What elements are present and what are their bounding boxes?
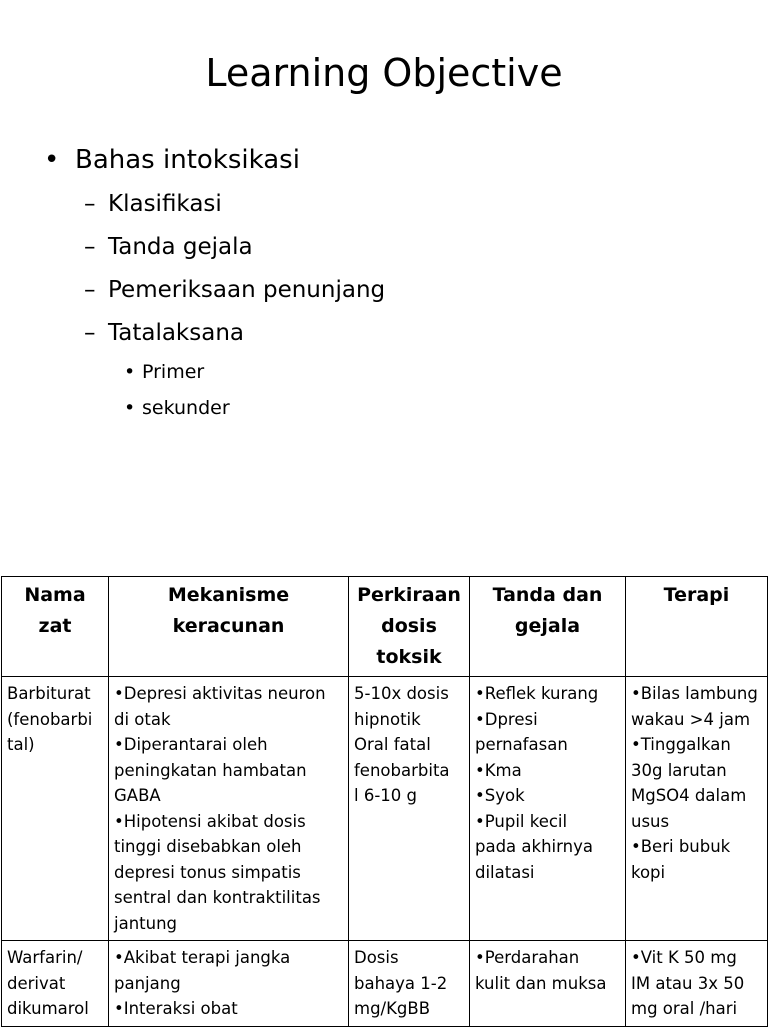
cell-text-line: l 6-10 g [354, 786, 417, 805]
cell-mekanisme [109, 677, 349, 941]
cell-text-line: Dosis [354, 948, 399, 967]
cell-text-line: Oral fatal [354, 735, 431, 754]
cell-text-line: mg oral /hari [631, 999, 738, 1018]
cell-text-line: hipnotik [354, 709, 421, 729]
cell-text-line: sentral dan kontraktilitas [114, 888, 321, 907]
cell-terapi [626, 941, 768, 1027]
cell-text-line: MgSO4 dalam [631, 786, 747, 805]
cell-text-line: panjang [114, 973, 181, 993]
cell-text-line: •Syok [475, 786, 525, 805]
cell-text-line: •Akibat terapi jangka [114, 948, 291, 967]
cell-text-line: fenobarbita [354, 760, 450, 780]
cell-text-line: Warfarin/ [7, 948, 83, 967]
poison-table [1, 576, 768, 1027]
cell-text-line: •Tinggalkan [631, 735, 731, 754]
col-header-mekanisme: Mekanisme keracunan [109, 577, 349, 677]
outline-sub-item [84, 231, 253, 263]
cell-text-line: 5-10x dosis [354, 684, 449, 703]
col-header-dosis: Perkiraan dosis toksik [349, 577, 470, 677]
cell-text-line: jantung [114, 913, 178, 933]
outline-item-main [44, 142, 300, 178]
cell-text-line: derivat [7, 973, 66, 993]
cell-text-line: •Hipotensi akibat dosis [114, 811, 306, 831]
table-row [2, 677, 768, 941]
col-header-nama-zat: Nama zat [2, 577, 109, 677]
cell-text-line: di otak [114, 709, 171, 729]
cell-text-line: kopi [631, 862, 666, 882]
cell-text-line: tal) [7, 735, 35, 754]
cell-mekanisme [109, 941, 349, 1027]
table-header-row [2, 577, 768, 677]
cell-text-line: •Vit K 50 mg [631, 948, 737, 967]
outline-sub-item [84, 188, 222, 220]
cell-text-line: •Depresi aktivitas neuron [114, 684, 326, 703]
outline-subsub-label: Primer [142, 361, 205, 383]
col-header-terapi: Terapi [626, 577, 768, 677]
cell-text-line: 30g larutan [631, 760, 727, 780]
cell-nama-zat [2, 677, 109, 941]
cell-text-line: usus [631, 811, 670, 831]
outline-sub-label: Tatalaksana [108, 320, 245, 346]
bullet-icon: • [124, 397, 136, 419]
cell-text-line: •Interaksi obat [114, 999, 238, 1018]
cell-gejala [470, 677, 626, 941]
cell-text-line: dilatasi [475, 862, 535, 882]
dash-icon: – [84, 320, 96, 346]
slide-title: Learning Objective [205, 51, 563, 95]
cell-text-line: GABA [114, 786, 161, 805]
outline-sub-item [84, 317, 244, 349]
cell-text-line: dikumarol [7, 999, 89, 1018]
cell-text-line: •Reflek kurang [475, 684, 599, 703]
cell-dosis [349, 677, 470, 941]
bullet-icon: • [44, 145, 60, 175]
cell-text-line: mg/KgBB [354, 999, 431, 1018]
bullet-icon: • [124, 361, 136, 383]
cell-text-line: (fenobarbi [7, 709, 93, 729]
cell-text-line: •Diperantarai oleh [114, 735, 268, 754]
outline-sub-item [84, 274, 385, 306]
cell-text-line: •Beri bubuk [631, 837, 731, 856]
cell-text-line: Barbiturat [7, 684, 91, 703]
cell-text-line: •Dpresi [475, 709, 538, 729]
cell-text-line: •Kma [475, 760, 522, 780]
cell-text-line: •Pupil kecil [475, 811, 568, 831]
cell-text-line: tinggi disebabkan oleh [114, 837, 302, 856]
cell-text-line: •Perdarahan [475, 948, 580, 967]
cell-text-line: •Bilas lambung [631, 684, 758, 703]
cell-gejala [470, 941, 626, 1027]
cell-text-line: wakau >4 jam [631, 709, 751, 729]
cell-nama-zat [2, 941, 109, 1027]
col-header-gejala: Tanda dan gejala [470, 577, 626, 677]
outline-subsub-item [124, 395, 230, 421]
cell-text-line: pernafasan [475, 735, 568, 754]
dash-icon: – [84, 277, 96, 303]
dash-icon: – [84, 191, 96, 217]
cell-dosis [349, 941, 470, 1027]
outline-sub-label: Klasifikasi [108, 191, 222, 217]
outline-subsub-label: sekunder [142, 397, 230, 419]
cell-text-line: pada akhirnya [475, 837, 593, 856]
cell-text-line: peningkatan hambatan [114, 760, 307, 780]
cell-text-line: depresi tonus simpatis [114, 862, 301, 882]
outline-sub-label: Pemeriksaan penunjang [108, 277, 386, 303]
dash-icon: – [84, 234, 96, 260]
cell-text-line: bahaya 1-2 [354, 973, 448, 993]
cell-terapi [626, 677, 768, 941]
cell-text-line: IM atau 3x 50 [631, 973, 745, 993]
outline-subsub-item [124, 359, 204, 385]
table-row [2, 941, 768, 1027]
cell-text-line: kulit dan muksa [475, 973, 607, 993]
outline-main-label: Bahas intoksikasi [75, 145, 300, 175]
outline-sub-label: Tanda gejala [108, 234, 253, 260]
